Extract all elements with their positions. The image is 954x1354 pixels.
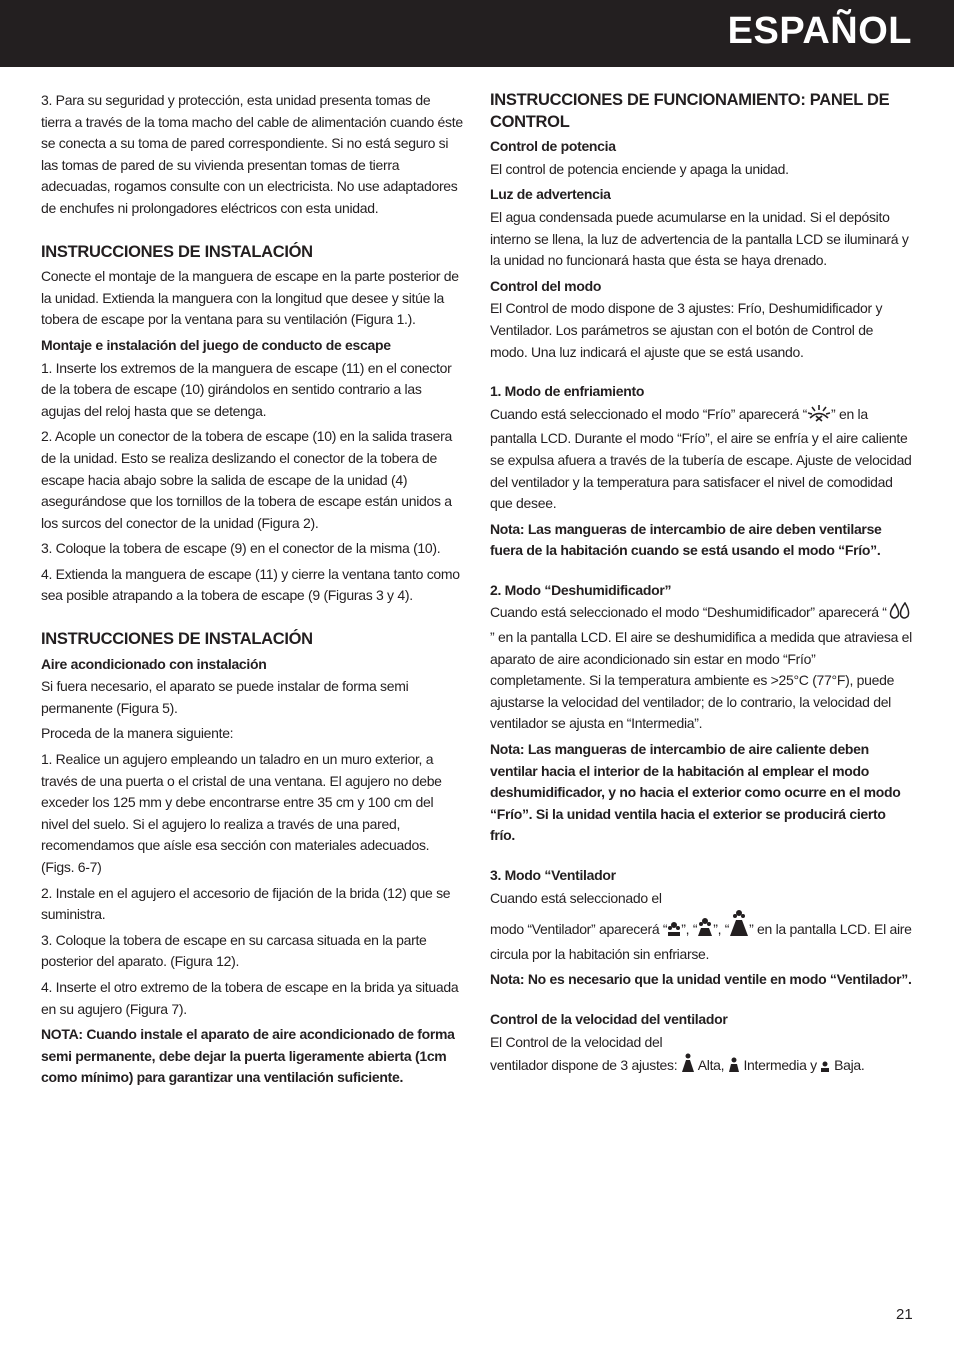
fan-low-icon — [667, 921, 681, 944]
warning-text: El agua condensada puede acumularse en la unidad. Si el depósito interno se llena, la luz de advertencia de la pantalla LCD se iluminará y la unidad no funcionará hasta que ésta se haya drenado. — [490, 208, 909, 269]
fan-speed-low-icon — [820, 1058, 830, 1080]
fan-text — [490, 888, 914, 966]
cool-note: Nota: Las mangueras de intercambio de aire deben ventilarse fuera de la habitación cuando se está usando el modo “Frío”. — [490, 520, 882, 559]
right-column — [490, 90, 914, 1084]
left-column — [41, 90, 463, 1093]
fan-mid-icon — [697, 917, 713, 944]
ac-step-4: 4. Inserte el otro extremo de la tobera de escape en la brida ya situada en su agujero (Figura 7). — [41, 978, 459, 1017]
fan-text-post: ” en la pantalla LCD. El aire circula por la habitación sin enfriarse. — [490, 921, 912, 962]
water-drops-icon — [887, 602, 911, 627]
fan-text-line1: Cuando está seleccionado el — [490, 889, 662, 906]
mode-text: El Control de modo dispone de 3 ajustes: Frío, Deshumidificador y Ventilador. Los parámetros se ajustan con el botón de Control de modo. Una luz indicará el ajuste que se está usando. — [490, 300, 883, 360]
power-subheading: Control de potencia — [490, 138, 616, 155]
install-intro: Conecte el montaje de la manguera de escape en la parte posterior de la unidad. Extienda la manguera con la longitud que desee y sitúe la tobera de escape por la ventana para su ventilación (Figura 1.). — [41, 268, 459, 328]
install-heading: INSTRUCCIONES DE INSTALACIÓN — [41, 242, 313, 261]
dehum-subheading: 2. Modo “Deshumidificador” — [490, 581, 672, 598]
power-text: El control de potencia enciende y apaga la unidad. — [490, 160, 789, 177]
ac-step-2: 2. Instale en el agujero el accesorio de fijación de la brida (12) que se suministra. — [41, 884, 451, 923]
mode-subheading: Control del modo — [490, 277, 602, 294]
fan-sep-1: ”, “ — [681, 921, 698, 938]
ac-intro: Si fuera necesario, el aparato se puede instalar de forma semi permanente (Figura 5). — [41, 678, 409, 716]
cool-subheading: 1. Modo de enfriamiento — [490, 383, 645, 400]
fan-subheading: 3. Modo “Ventilador — [490, 867, 616, 883]
dehum-text-pre: Cuando está seleccionado el modo “Deshumidificador” aparecerá “ — [490, 604, 887, 621]
snowflake-sun-icon — [807, 404, 831, 429]
ac-step-1: 1. Realice un agujero empleando un taladro en un muro exterior, a través de una puerta o el cristal de una ventana. El agujero no debe exceder los 125 mm y debe encontrarse entre 35 cm y 100 cm del nivel del suelo. Si el agujero lo realiza a través de una pared, recomendamos que aísle esa sección con materiales adecuados. (Figs. 6-7) — [41, 751, 442, 875]
speed-text — [490, 1032, 914, 1080]
page-language-title: ESPAÑOL — [727, 10, 912, 52]
warning-subheading: Luz de advertencia — [490, 186, 611, 203]
fan-note: Nota: No es necesario que la unidad ventile en modo “Ventilador”. — [490, 971, 912, 988]
speed-high-label: Alta, — [697, 1057, 728, 1074]
ac-subheading: Aire acondicionado con instalación — [41, 655, 267, 672]
fan-speed-high-icon — [681, 1053, 695, 1080]
dehum-note: Nota: Las mangueras de intercambio de aire caliente deben ventilar hacia el interior de la habitación al emplear el modo deshumidificador, y no hacia el exterior como ocurre en el modo “Frío”. Si la unidad ventila hacia el exterior se producirá cierto frío. — [490, 741, 901, 844]
speed-text-line1: El Control de la velocidad del — [490, 1033, 663, 1050]
dehum-text-post: ” en la pantalla LCD. El aire se deshumidifica a medida que atraviesa el aparato de aire acondicionado sin estar en modo “Frío” completamente. Si la temperatura ambiente es >25°C (77°F), puede ajustarse la velocidad del ventilador; de lo contrario, la velocidad del ventilador se ajusta en “Intermedia”. — [490, 629, 912, 732]
duct-step-2: 2. Acople un conector de la tobera de escape (10) en la salida trasera de la unidad. Esto se realiza deslizando el conector de la tobera de escape hacia abajo sobre la salida de escape de la unidad (4) asegurándose que los tornillos de la tobera de escape están unidos a los surcos del conector de la unidad (Figura 2). — [41, 428, 452, 531]
duct-step-1: 1. Inserte los extremos de la manguera de escape (11) en el conector de la tobera de escape (10) girándolos en sentido contrario a las agujas del reloj hasta que se detenga. — [41, 359, 452, 419]
duct-subheading: Montaje e instalación del juego de conducto de escape — [41, 336, 391, 353]
speed-mid-label: Intermedia y — [743, 1057, 821, 1074]
speed-subheading: Control de la velocidad del ventilador — [490, 1010, 728, 1027]
duct-step-4: 4. Extienda la manguera de escape (11) y cierre la ventana tanto como sea posible atrapando a la tobera de escape (9 (Figuras 3 y 4). — [41, 565, 460, 604]
speed-text-pre: ventilador dispone de 3 ajustes: — [490, 1057, 681, 1074]
ac-note: NOTA: Cuando instale el aparato de aire acondicionado de forma semi permanente, debe dejar la puerta ligeramente abierta (1cm como mínimo) para garantizar una ventilación suficiente. — [41, 1026, 455, 1086]
fan-speed-mid-icon — [728, 1057, 740, 1080]
page-number: 21 — [896, 1306, 913, 1323]
fan-text-pre: modo “Ventilador” aparecerá “ — [490, 921, 668, 938]
ac-proceed: Proceda de la manera siguiente: — [41, 725, 234, 742]
speed-low-label: Baja. — [834, 1057, 865, 1074]
duct-step-3: 3. Coloque la tobera de escape (9) en el conector de la misma (10). — [41, 540, 441, 557]
safety-paragraph: 3. Para su seguridad y protección, esta unidad presenta tomas de tierra a través de la toma macho del cable de alimentación cuando éste se conecta a su toma de pared correspondiente. Si no está seguro si las tomas de pared de su vivienda presentan tomas de tierra adecuadas, rogamos consulte con un electricista. No use adaptadores de enchufes ni prolongadores eléctricos con esta unidad. — [41, 92, 463, 216]
cool-text-post: ” en la pantalla LCD. Durante el modo “Frío”, el aire se enfría y el aire caliente se expulsa afuera a través de la tubería de escape. Ajuste de velocidad del ventilador y la temperatura para satisfacer el nivel de comodidad que desee. — [490, 405, 912, 512]
cool-text — [490, 404, 914, 515]
cool-text-pre: Cuando está seleccionado el modo “Frío” aparecerá “ — [490, 405, 807, 422]
fan-high-icon — [729, 909, 749, 944]
dehum-text — [490, 602, 914, 735]
panel-heading: INSTRUCCIONES DE FUNCIONAMIENTO: PANEL DE CONTROL — [490, 91, 890, 131]
fan-sep-2: ”, “ — [713, 921, 730, 938]
install2-heading: INSTRUCCIONES DE INSTALACIÓN — [41, 630, 313, 649]
ac-step-3: 3. Coloque la tobera de escape en su carcasa situada en la parte posterior del aparato. (Figura 12). — [41, 931, 427, 970]
